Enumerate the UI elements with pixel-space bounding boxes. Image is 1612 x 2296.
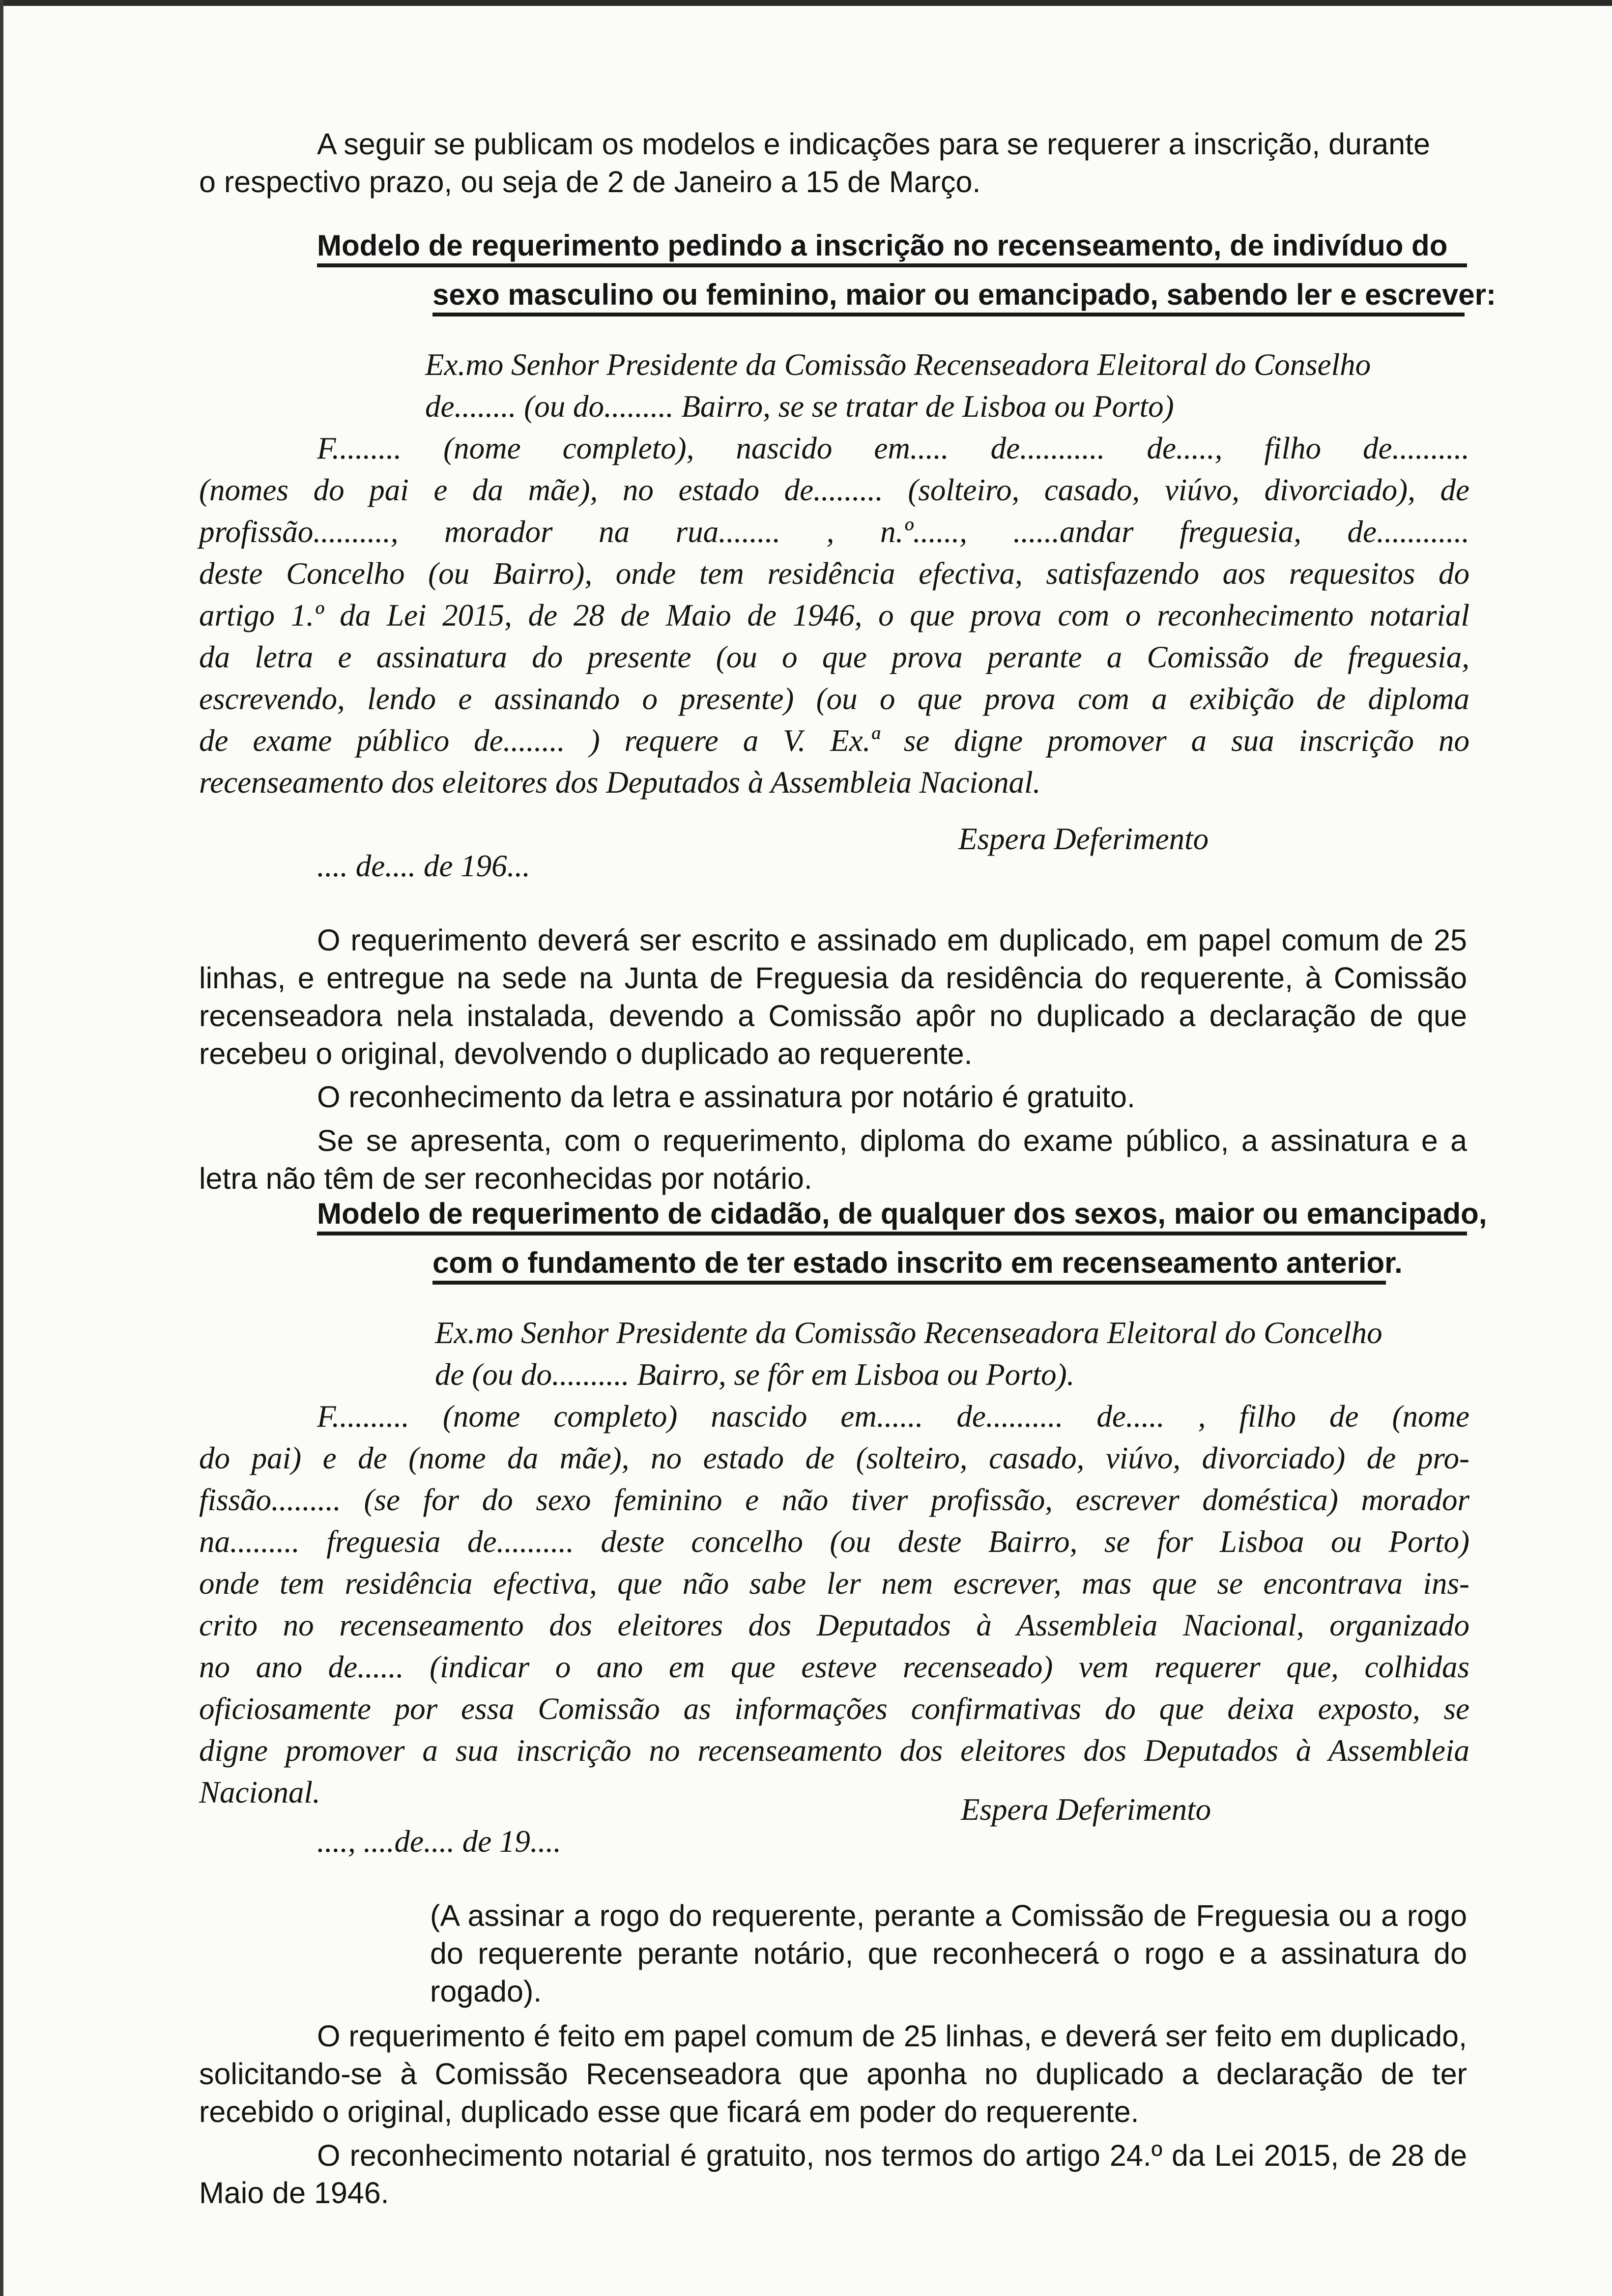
model2-heading-line-2 [432,1246,1403,1285]
letter-line: da letra e assinatura do presente (ou o que prova perante a Comissão de freguesia, [199,640,1469,674]
letter-line: digne promover a sua inscrição no recenseamento dos eleitores dos Deputados à Assembleia [199,1733,1469,1768]
letter-line: de (ou do.......... Bairro, se fôr em Lisboa ou Porto). [435,1357,1075,1392]
rogo-note [430,1897,1467,2010]
heading-underline [432,313,1465,316]
letter-line: artigo 1.º da Lei 2015, de 28 de Maio de 1946, o que prova com o reconhecimento notarial [199,598,1469,632]
letter-line: do pai) e de (nome da mãe), no estado de (solteiro, casado, viúvo, divorciado) de pro- [199,1441,1469,1475]
letter-line: Ex.mo Senhor Presidente da Comissão Recenseadora Eleitoral do Conselho [425,347,1371,382]
model1-heading-text-1: Modelo de requerimento pedindo a inscrição no recenseamento, de indivíduo do [317,229,1448,262]
model2-notes [199,2017,1467,2212]
closing-text: Espera Deferimento [961,1792,1211,1827]
letter-line: Ex.mo Senhor Presidente da Comissão Recenseadora Eleitoral do Concelho [435,1316,1382,1350]
model2-heading-text-2: com o fundamento de ter estado inscrito em recenseamento anterior. [432,1246,1403,1279]
page-top-edge [0,0,1612,6]
heading-underline [317,1232,1467,1235]
model1-letter [199,344,1469,804]
letter-line: escrevendo, lendo e assinando o presente) (ou o que prova com a exibição de diploma [199,682,1469,716]
letter-line: de exame público de........ ) requere a V. Ex.ª se digne promover a sua inscrição no [199,723,1469,758]
model2-date-line [317,1821,661,1863]
letter-line: Nacional. [199,1775,320,1809]
letter-line: fissão......... (se for do sexo feminino e não tiver profissão, escrever doméstica) morador [199,1483,1469,1517]
model1-notes [199,921,1467,1198]
letter-line: crito no recenseamento dos eleitores dos Deputados à Assembleia Nacional, organizado [199,1608,1469,1642]
letter-line: F......... (nome completo), nascido em..... de........... de....., filho de.......... [317,431,1469,465]
intro-paragraph [199,125,1467,201]
note-paragraph: O requerimento é feito em papel comum de 25 linhas, e deverá ser feito em duplicado, solicitando-se à Comissão Recenseadora que aponha no duplicado a declaração de ter recebido o original, duplicado esse que ficará em poder do requerente. [199,2019,1467,2128]
date-text: ...., ....de.... de 19.... [317,1824,561,1859]
model1-heading-text-2: sexo masculino ou feminino, maior ou emancipado, sabendo ler e escrever: [432,278,1496,311]
model2-closing [961,1789,1305,1831]
heading-underline [432,1281,1386,1285]
note-paragraph: O reconhecimento notarial é gratuito, nos termos do artigo 24.º da Lei 2015, de 28 de Maio de 1946. [199,2138,1467,2210]
letter-line: na......... freguesia de.......... deste concelho (ou deste Bairro, se for Lisboa ou Porto) [199,1524,1469,1559]
note-paragraph: O reconhecimento da letra e assinatura por notário é gratuito. [317,1080,1135,1114]
letter-line: profissão.........., morador na rua........ , n.º......, ......andar freguesia, de............ [199,515,1469,549]
letter-line: recenseamento dos eleitores dos Deputados à Assembleia Nacional. [199,765,1041,800]
letter-line: F.......... (nome completo) nascido em...... de.......... de..... , filho de (nome [317,1399,1469,1434]
letter-line: no ano de...... (indicar o ano em que esteve recenseado) vem requerer que, colhidas [199,1650,1469,1684]
date-text: .... de.... de 196... [317,849,530,883]
letter-line: de........ (ou do......... Bairro, se se tratar de Lisboa ou Porto) [425,389,1174,424]
model1-closing [958,818,1302,860]
heading-underline [317,263,1467,267]
note-paragraph: O requerimento deverá ser escrito e assinado em duplicado, em papel comum de 25 linhas, e entregue na sede na Junta de Freguesia da residência do requerente, à Comissão recenseadora nela instalada, devendo a Comissão apôr no duplicado a declaração de que recebeu o original, devolvendo o duplicado ao requerente. [199,923,1467,1070]
note-paragraph: Se se apresenta, com o requerimento, diploma do exame público, a assinatura e a letra não têm de ser reconhecidas por notário. [199,1124,1467,1196]
letter-line: deste Concelho (ou Bairro), onde tem residência efectiva, satisfazendo aos requesitos do [199,556,1469,591]
model1-date-line [317,845,661,887]
model2-heading-line-1 [317,1197,1487,1235]
model2-letter [199,1312,1469,1813]
intro-line-2: o respectivo prazo, ou seja de 2 de Janeiro a 15 de Março. [199,165,981,199]
model1-heading-line-1 [317,231,1467,267]
closing-text: Espera Deferimento [958,822,1209,856]
page-left-edge [0,0,3,2296]
letter-line: onde tem residência efectiva, que não sabe ler nem escrever, mas que se encontrava ins- [199,1566,1469,1601]
letter-line: (nomes do pai e da mãe), no estado de......... (solteiro, casado, viúvo, divorciado), de [199,473,1469,507]
letter-line: oficiosamente por essa Comissão as informações confirmativas do que deixa exposto, se [199,1692,1469,1726]
rogo-note-text: (A assinar a rogo do requerente, perante a Comissão de Freguesia ou a rogo do requerente perante notário, que reconhecerá o rogo e a assinatura do rogado). [430,1899,1467,2008]
intro-line-1: A seguir se publicam os modelos e indicações para se requerer a inscrição, durante [317,127,1431,161]
model2-heading-text-1: Modelo de requerimento de cidadão, de qualquer dos sexos, maior ou emancipado, [317,1197,1487,1230]
model1-heading-line-2 [432,278,1496,316]
